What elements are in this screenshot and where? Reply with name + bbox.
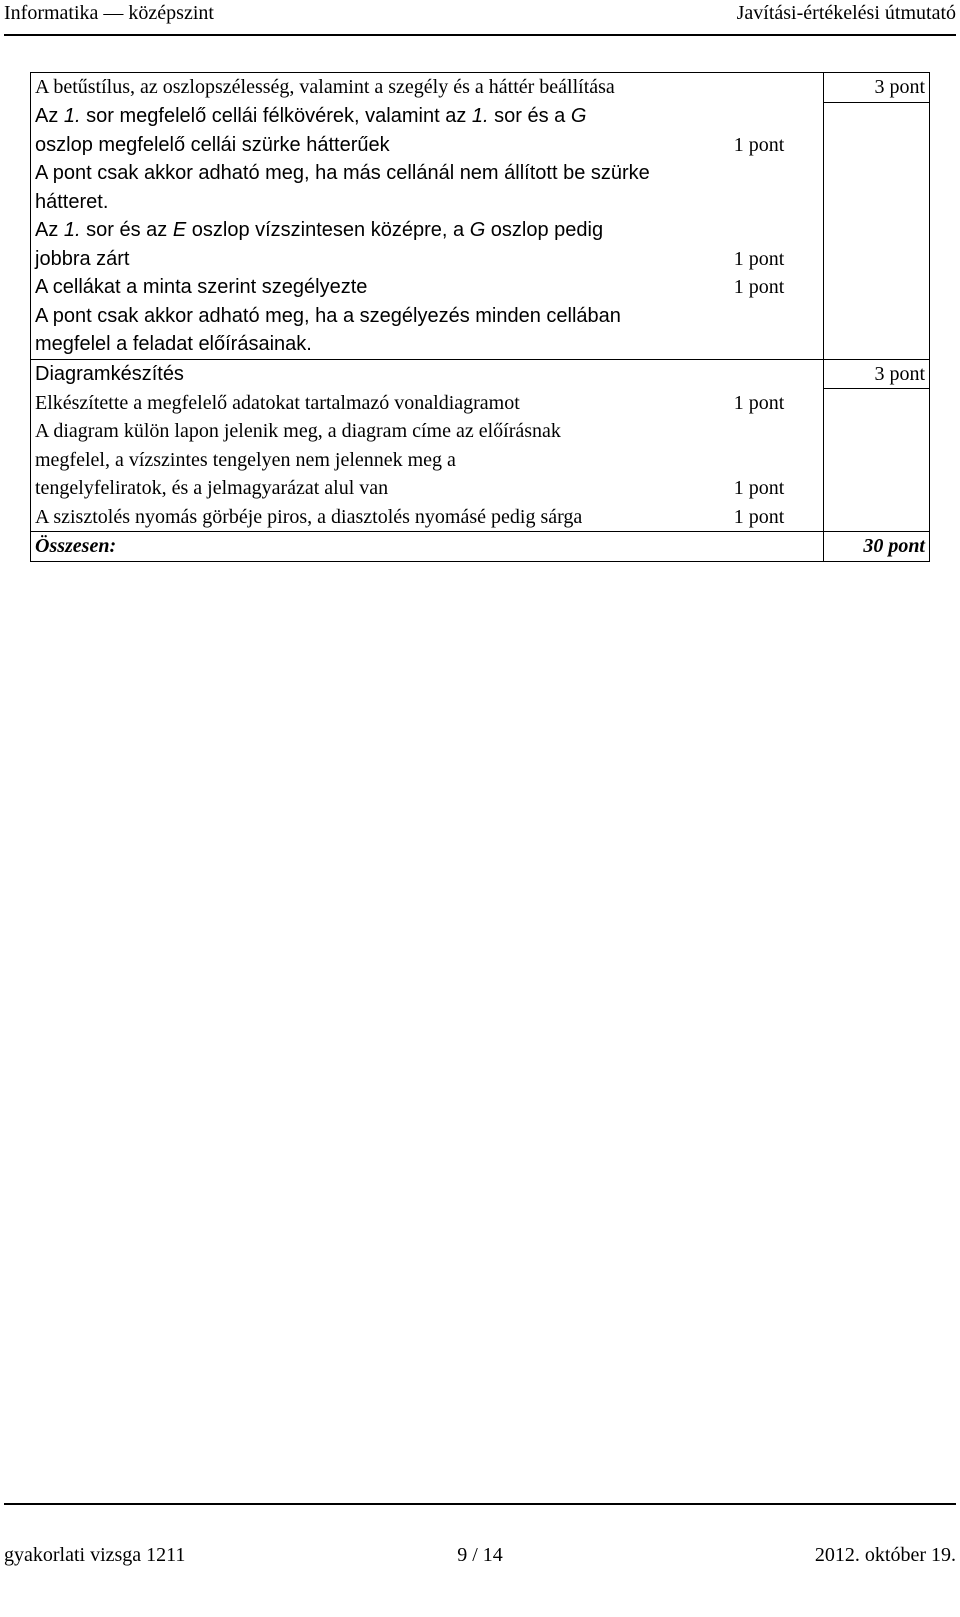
table-row bbox=[31, 73, 930, 103]
summary-row bbox=[31, 532, 930, 562]
scoring-table bbox=[30, 72, 930, 562]
table-row bbox=[31, 446, 930, 475]
block1-line-2-points: 1 pont bbox=[733, 133, 785, 156]
table-row bbox=[31, 216, 930, 245]
block2-line-5-points: 1 pont bbox=[730, 503, 824, 532]
table-row bbox=[31, 159, 930, 188]
block2-total: 3 pont bbox=[823, 359, 929, 389]
footer-divider bbox=[4, 1503, 956, 1505]
table-row bbox=[31, 330, 930, 359]
summary-label: Összesen: bbox=[31, 532, 824, 562]
summary-value: 30 pont bbox=[823, 532, 929, 562]
block2-line-1-points: 1 pont bbox=[733, 391, 785, 414]
block1-line-2: oszlop megfelelő cellái szürke hátterűek bbox=[31, 131, 730, 160]
table-row bbox=[31, 302, 930, 331]
block1-total: 3 pont bbox=[823, 73, 929, 103]
block1-line-7-points: 1 pont bbox=[733, 276, 785, 298]
block1-title: A betűstílus, az oszlopszélesség, valamint a szegély és a háttér beállítása bbox=[31, 73, 824, 103]
header-left-text: Informatika — középszint bbox=[4, 2, 214, 24]
table-row bbox=[31, 245, 930, 274]
block1-line-6-points: 1 pont bbox=[733, 247, 785, 270]
footer-page-number: 9 / 14 bbox=[457, 1544, 503, 1566]
block1-line-3: A pont csak akkor adható meg, ha más cellánál nem állított be szürke bbox=[31, 159, 730, 188]
block1-line-4: hátteret. bbox=[31, 188, 730, 217]
header-right-text: Javítási-értékelési útmutató bbox=[736, 2, 956, 24]
block1-line-1: Az 1. sor megfelelő cellái félkövérek, valamint az 1. sor és a G bbox=[31, 102, 730, 131]
table-row bbox=[31, 359, 930, 389]
table-row bbox=[31, 417, 930, 446]
block2-line-4-points: 1 pont bbox=[733, 477, 785, 499]
footer-date: 2012. október 19. bbox=[814, 1544, 956, 1566]
block2-line-3: megfelel, a vízszintes tengelyen nem jelennek meg a bbox=[31, 446, 730, 475]
block2-line-2: A diagram külön lapon jelenik meg, a diagram címe az előírásnak bbox=[31, 417, 730, 446]
block1-line-7: A cellákat a minta szerint szegélyezte bbox=[31, 273, 730, 302]
block2-line-1: Elkészítette a megfelelő adatokat tartalmazó vonaldiagramot bbox=[31, 389, 730, 418]
block1-line-6: jobbra zárt bbox=[31, 245, 730, 274]
block2-line-5: A szisztolés nyomás görbéje piros, a diasztolés nyomásé pedig sárga bbox=[31, 503, 730, 532]
page-footer bbox=[0, 1544, 960, 1574]
table-row bbox=[31, 188, 930, 217]
block2-line-4: tengelyfeliratok, és a jelmagyarázat alul van bbox=[31, 474, 730, 503]
header-divider bbox=[4, 34, 956, 36]
table-row bbox=[31, 503, 930, 532]
block1-line-5: Az 1. sor és az E oszlop vízszintesen középre, a G oszlop pedig bbox=[31, 216, 730, 245]
table-row bbox=[31, 273, 930, 302]
block2-title: Diagramkészítés bbox=[31, 359, 824, 389]
table-row bbox=[31, 474, 930, 503]
block1-line-8: A pont csak akkor adható meg, ha a szegélyezés minden cellában bbox=[31, 302, 730, 331]
page-header bbox=[0, 0, 960, 30]
table-row bbox=[31, 102, 930, 131]
footer-left-text: gyakorlati vizsga 1211 bbox=[4, 1544, 186, 1566]
block1-line-9: megfelel a feladat előírásainak. bbox=[31, 330, 730, 359]
table-row bbox=[31, 131, 930, 160]
table-row bbox=[31, 389, 930, 418]
